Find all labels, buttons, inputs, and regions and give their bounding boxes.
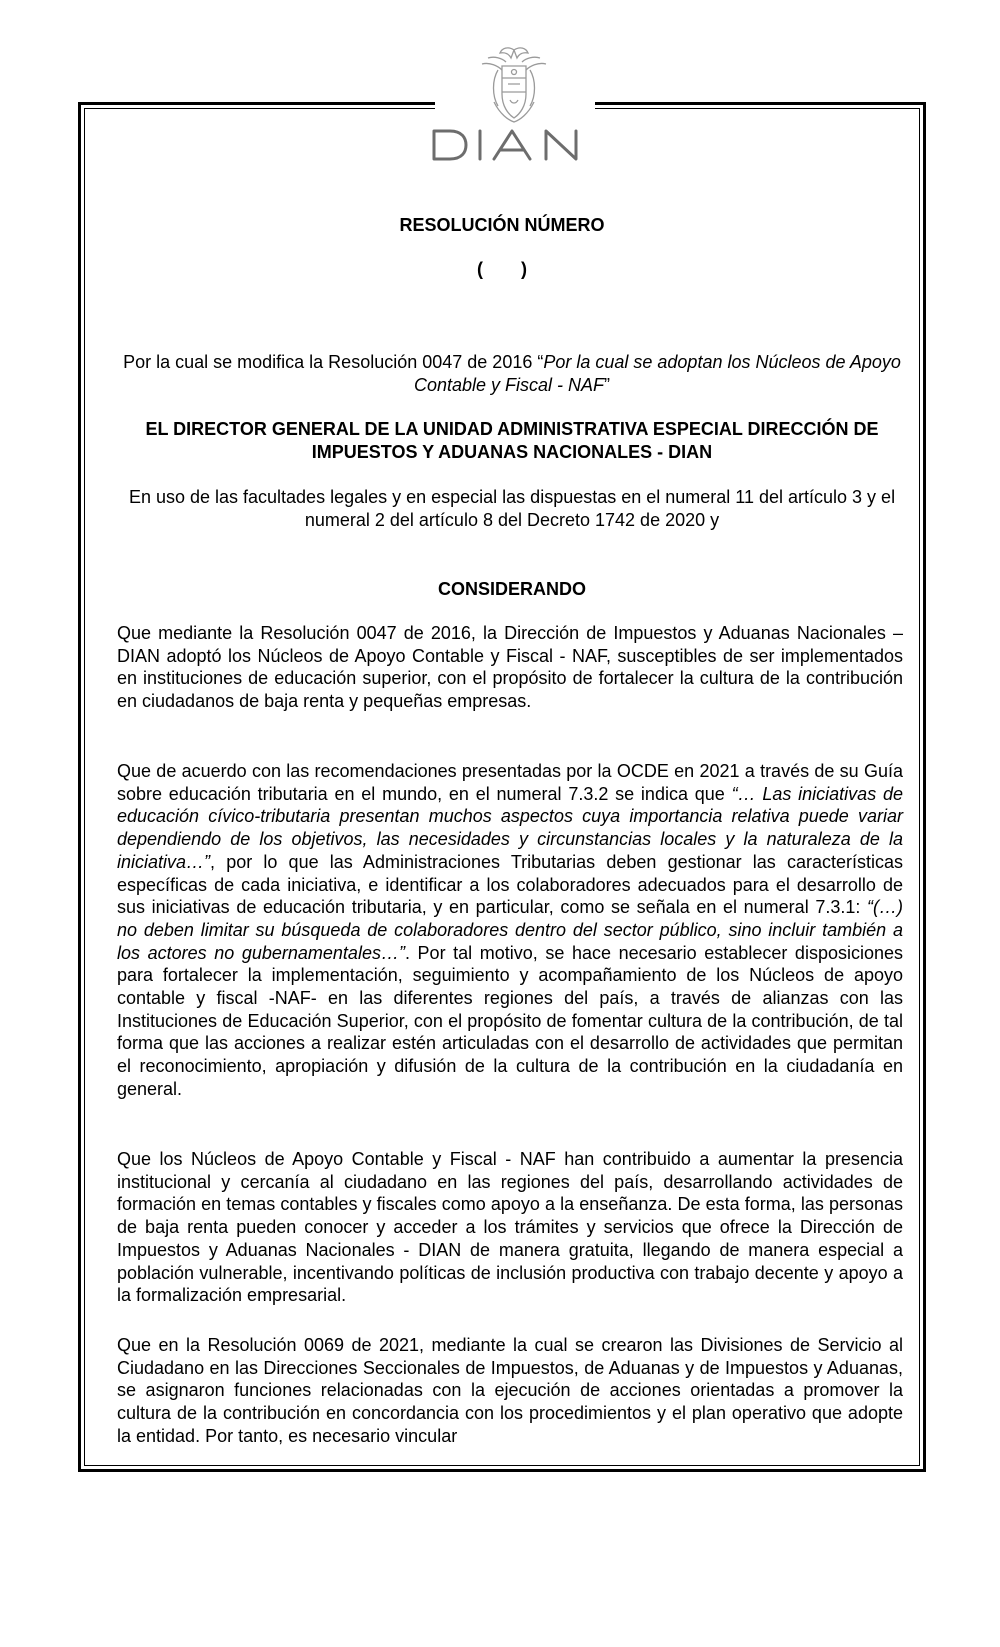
subject-prefix: Por la cual se modifica la Resolución 0047 de 2016 “	[123, 352, 544, 372]
dian-logo	[432, 128, 594, 162]
considering-heading: CONSIDERANDO	[437, 579, 586, 599]
considering-paragraph-1: Que mediante la Resolución 0047 de 2016, la Dirección de Impuestos y Aduanas Nacionales – DIAN adoptó los Núcleos de Apoyo Contable y Fiscal - NAF, susceptibles de ser implementados en instituciones de educación superior, con el propósito de fortalecer la cultura de la contribución en ciudadanos de baja renta y pequeñas empresas.	[117, 623, 903, 712]
p2-text-a: Que de acuerdo con las recomendaciones presentadas por la OCDE en 2021 a través de su Guía sobre educación tributaria en el mundo, en el numeral 7.3.2 se indica que	[117, 761, 903, 804]
p2-quote-1: “… Las iniciativas de educación cívico-tributaria presentan muchos aspectos cuya importancia relativa puede variar dependiendo de los objetivos, las necesidades y circunstancias locales y la naturaleza de la iniciativa…”	[117, 783, 903, 872]
p2-text-e: . Por tal motivo, se hace necesario establecer disposiciones para fortalecer la implementación, seguimiento y acompañamiento de los Núcleos de apoyo contable y fiscal -NAF- en las diferentes regiones del país, a través de alianzas con las Instituciones de Educación Superior, con el propósito de fomentar cultura de la contribución, de tal forma que las acciones a realizar estén articuladas con el desarrollo de actividades que permitan el reconocimiento, apropiación y difusión de la cultura de la contribución en la ciudadanía en general.	[117, 942, 903, 1099]
legal-powers: En uso de las facultades legales y en especial las dispuestas en el numeral 11 del artículo 3 y el numeral 2 del artículo 8 del Decreto 1742 de 2020 y	[128, 487, 896, 530]
subject-suffix: ”	[604, 374, 611, 395]
considering-paragraph-3: Que los Núcleos de Apoyo Contable y Fiscal - NAF han contribuido a aumentar la presencia institucional y cercanía al ciudadano en las regiones del país, desarrollando actividades de formación en temas contables y fiscales como apoyo a la enseñanza. De esta forma, las personas de baja renta pueden conocer y acceder a los trámites y servicios que ofrece la Dirección de Impuestos y Aduanas Nacionales - DIAN de manera gratuita, llegando de manera especial a población vulnerable, incentivando políticas de inclusión productiva con trabajo decente y apoyo a la formalización empresarial.	[117, 1149, 903, 1306]
document-title: RESOLUCIÓN NÚMERO	[399, 215, 605, 235]
colombia-coat-of-arms-icon	[474, 44, 554, 126]
resolution-number	[84, 258, 920, 280]
resolution-subject	[112, 351, 912, 396]
considering-paragraph-4: Que en la Resolución 0069 de 2021, mediante la cual se crearon las Divisiones de Servicio al Ciudadano en las Direcciones Seccionales de Impuestos, de Aduanas y de Impuestos y Aduanas, se asignaron funciones relacionadas con la ejecución de acciones orientadas a promover la cultura de la contribución en concordancia con los procedimientos y el plan operativo que adopte la entidad. Por tanto, es necesario vincular	[117, 1335, 903, 1446]
issuing-authority: EL DIRECTOR GENERAL DE LA UNIDAD ADMINISTRATIVA ESPECIAL DIRECCIÓN DE IMPUESTOS Y ADUANAS NACIONALES - DIAN	[145, 419, 879, 462]
number-open-paren: (	[477, 259, 483, 279]
subject-italic: Por la cual se adoptan los Núcleos de Apoyo Contable y Fiscal - NAF	[413, 352, 901, 395]
considering-paragraph-2	[117, 760, 903, 1101]
p2-quote-2: “(…) no deben limitar su búsqueda de colaboradores dentro del sector público, sino incluir también a los actores no gubernamentales…”	[117, 897, 903, 963]
number-close-paren: )	[521, 259, 527, 279]
p2-text-c: , por lo que las Administraciones Tributarias deben gestionar las características específicas de cada iniciativa, e identificar a los colaboradores adecuados para el desarrollo de sus iniciativas de educación tributaria, y en particular, como se señala en el numeral 7.3.1:	[117, 851, 903, 918]
